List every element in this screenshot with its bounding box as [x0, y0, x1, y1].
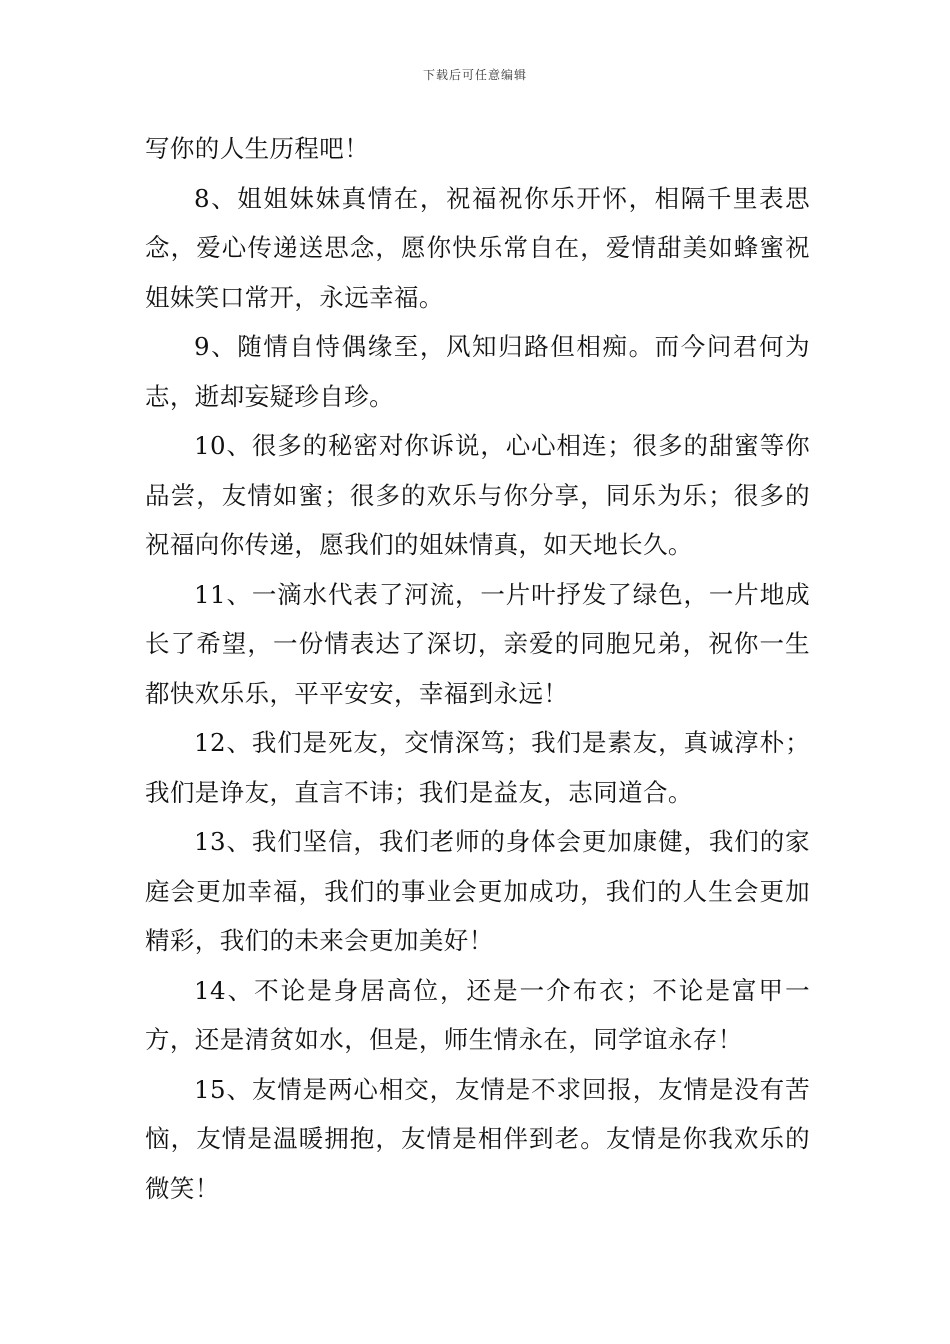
paragraph-8: 8、姐姐妹妹真情在，祝福祝你乐开怀，相隔千里表思念，爱心传递送思念，愿你快乐常自在，爱情甜美如蜂蜜祝姐妹笑口常开，永远幸福。	[145, 183, 810, 312]
paragraph-15: 15、友情是两心相交，友情是不求回报，友情是没有苦恼，友情是温暖拥抱，友情是相伴到老。友情是你我欢乐的微笑！	[145, 1074, 810, 1203]
paragraph-11: 11、一滴水代表了河流，一片叶抒发了绿色，一片地成长了希望，一份情表达了深切，亲爱的同胞兄弟，祝你一生都快欢乐乐，平平安安，幸福到永远！	[145, 579, 810, 708]
paragraph-continuation: 写你的人生历程吧！	[145, 134, 370, 163]
page-header: 下载后可任意编辑	[422, 68, 527, 82]
paragraph-12: 12、我们是死友，交情深笃；我们是素友，真诚淳朴；我们是诤友，直言不讳；我们是益友，志同道合。	[145, 728, 810, 807]
paragraph-9: 9、随情自恃偶缘至，风知归路但相痴。而今问君何为志，逝却妄疑珍自珍。	[145, 332, 810, 411]
paragraph-14: 14、不论是身居高位，还是一介布衣；不论是富甲一方，还是清贫如水，但是，师生情永在，同学谊永存！	[145, 975, 810, 1054]
paragraph-13: 13、我们坚信，我们老师的身体会更加康健，我们的家庭会更加幸福，我们的事业会更加成功，我们的人生会更加精彩，我们的未来会更加美好！	[145, 827, 810, 955]
paragraph-10: 10、很多的秘密对你诉说，心心相连；很多的甜蜜等你品尝，友情如蜜；很多的欢乐与你分享，同乐为乐；很多的祝福向你传递，愿我们的姐妹情真，如天地长久。	[145, 431, 810, 559]
document-body	[145, 124, 810, 1213]
